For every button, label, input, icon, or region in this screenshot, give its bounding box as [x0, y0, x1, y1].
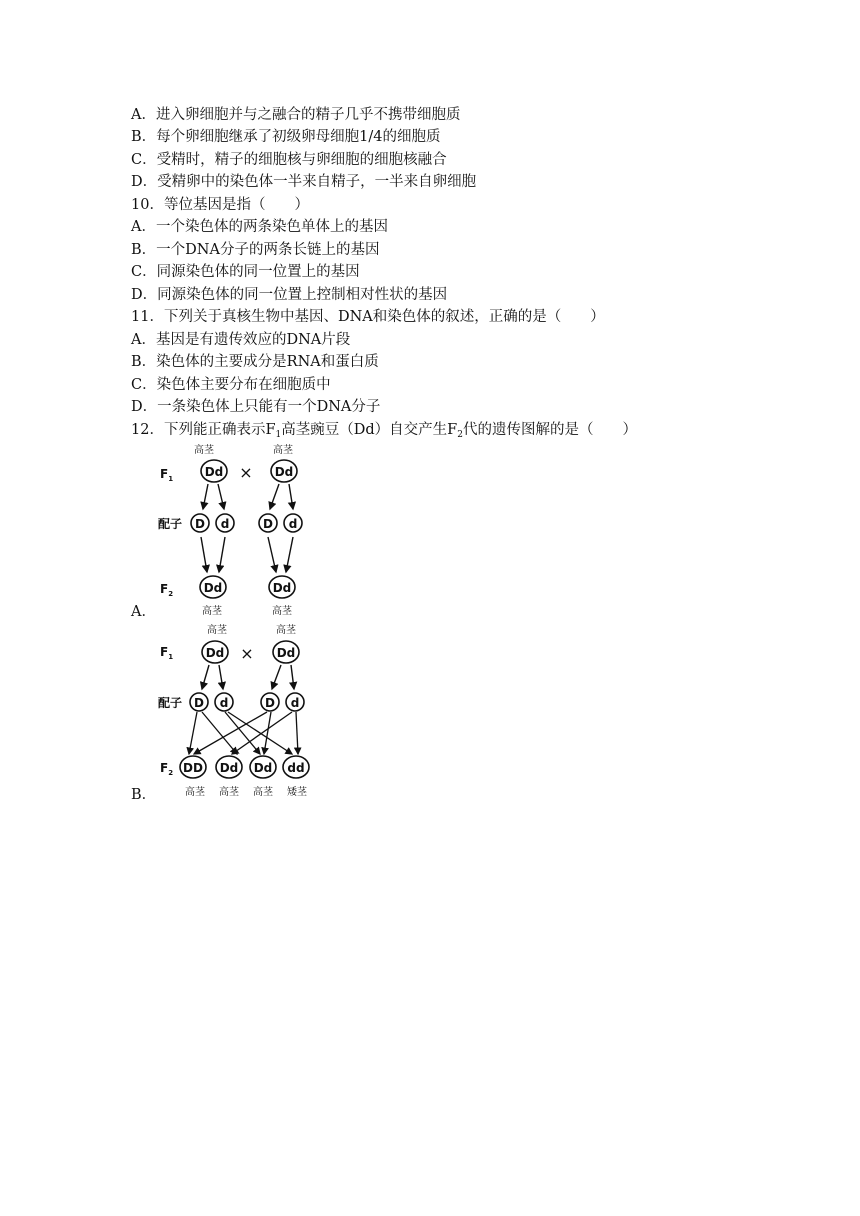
fig-a-tall-left-label: 高茎 — [194, 445, 214, 456]
fig-a-arrow — [270, 484, 279, 509]
fig-b-parent-right — [273, 641, 299, 663]
q10-option-d: D．同源染色体的同一位置上控制相对性状的基因 — [131, 287, 448, 303]
fig-a-arrow — [201, 537, 207, 572]
fig-a-parent-right — [271, 460, 297, 482]
q12-stem-part1: 12．下列能正确表示F — [131, 422, 276, 438]
q9-option-a: A．进入卵细胞并与之融合的精子几乎不携带细胞质 — [131, 107, 461, 123]
fig-b-phenotype-Dd-1: 高茎 — [219, 787, 239, 798]
figure-a-genetic-diagram — [152, 442, 322, 620]
q9-option-d: D．受精卵中的染色体一半来自精子，一半来自卵细胞 — [131, 174, 477, 190]
fig-b-gamete-label: 配子 — [158, 696, 183, 710]
fig-b-tall-right-label: 高茎 — [276, 625, 296, 636]
svg-text:D: D — [194, 696, 204, 710]
fig-a-gamete-D-right — [259, 514, 277, 532]
q12-stem-part3: 代的遗传图解的是（ ） — [462, 422, 637, 438]
fig-b-f2-label: $F_2$ — [160, 761, 174, 777]
fig-b-gamete-d-left — [215, 693, 233, 711]
fig-b-cross-symbol: × — [240, 644, 254, 663]
q12-option-a-label: A． — [131, 604, 156, 620]
fig-b-offspring-DD — [180, 756, 206, 778]
q11-option-c: C．染色体主要分布在细胞质中 — [131, 377, 331, 393]
q11-option-a: A．基因是有遗传效应的DNA片段 — [131, 332, 351, 348]
fig-b-tall-left-label: 高茎 — [207, 625, 227, 636]
q10-stem: 10．等位基因是指（ ） — [131, 197, 309, 213]
fig-a-gamete-d-right — [284, 514, 302, 532]
fig-a-offspring-left — [200, 576, 226, 598]
fig-b-arrow — [219, 665, 223, 689]
q12-stem-part2: 高茎豌豆（Dd）自交产生F — [281, 422, 458, 438]
q10-option-b: B．一个DNA分子的两条长链上的基因 — [131, 242, 380, 258]
svg-text:D: D — [265, 696, 275, 710]
fig-b-phenotype-Dd-2: 高茎 — [253, 787, 273, 798]
svg-text:Dd: Dd — [253, 761, 273, 775]
fig-b-arrow — [264, 712, 271, 754]
fig-a-gamete-label: 配子 — [158, 517, 183, 531]
fig-b-gamete-D-left — [190, 693, 208, 711]
fig-a-cross-symbol: × — [239, 463, 253, 482]
fig-b-parent-left — [202, 641, 228, 663]
fig-b-offspring-Dd-1 — [216, 756, 242, 778]
fig-b-arrow — [291, 665, 294, 689]
fig-a-arrow — [268, 537, 276, 572]
svg-text:Dd: Dd — [276, 646, 296, 660]
figure-b-genetic-diagram — [152, 622, 327, 800]
svg-text:d: d — [290, 696, 300, 710]
fig-b-phenotype-DD: 高茎 — [185, 787, 205, 798]
fig-a-parent-left — [201, 460, 227, 482]
q9-option-c: C．受精时，精子的细胞核与卵细胞的细胞核融合 — [131, 152, 447, 168]
fig-a-arrow — [203, 484, 208, 509]
svg-text:d: d — [219, 696, 229, 710]
fig-b-arrow — [202, 665, 209, 689]
fig-b-arrow — [296, 712, 298, 754]
svg-text:d: d — [220, 517, 230, 531]
svg-text:DD: DD — [183, 761, 203, 775]
fig-b-arrow — [189, 712, 197, 754]
svg-text:Dd: Dd — [274, 465, 294, 479]
svg-text:Dd: Dd — [204, 465, 224, 479]
svg-text:Dd: Dd — [203, 581, 223, 595]
fig-a-arrow — [289, 484, 293, 509]
fig-b-gamete-d-right — [286, 693, 304, 711]
svg-text:d: d — [288, 517, 298, 531]
svg-text:Dd: Dd — [272, 581, 292, 595]
fig-b-phenotype-dd: 矮茎 — [287, 787, 307, 798]
q12-option-b-label: B． — [131, 787, 157, 803]
fig-a-tall-offspring-right: 高茎 — [272, 606, 292, 617]
fig-a-gamete-D-left — [191, 514, 209, 532]
fig-a-f2-label: $F_2$ — [160, 582, 174, 598]
svg-text:dd: dd — [287, 761, 305, 775]
q9-option-b: B．每个卵细胞继承了初级卵母细胞1/4的细胞质 — [131, 129, 441, 145]
fig-a-tall-offspring-left: 高茎 — [202, 606, 222, 617]
q12-stem-sub1: 1 — [275, 430, 282, 440]
svg-text:D: D — [263, 517, 273, 531]
fig-b-arrow — [272, 665, 281, 689]
fig-b-gamete-D-right — [261, 693, 279, 711]
fig-a-offspring-right — [269, 576, 295, 598]
fig-a-arrow — [219, 537, 225, 572]
q11-option-d: D．一条染色体上只能有一个DNA分子 — [131, 399, 381, 415]
fig-a-tall-right-label: 高茎 — [273, 445, 293, 456]
fig-b-offspring-dd — [283, 756, 309, 778]
q11-stem: 11．下列关于真核生物中基因、DNA和染色体的叙述，正确的是（ ） — [131, 309, 605, 325]
q12-stem-sub2: 2 — [457, 430, 463, 440]
fig-a-arrow — [286, 537, 293, 572]
fig-a-f1-label: $F_1$ — [160, 467, 174, 483]
fig-a-gamete-d-left — [216, 514, 234, 532]
q10-option-c: C．同源染色体的同一位置上的基因 — [131, 264, 360, 280]
q11-option-b: B．染色体的主要成分是RNA和蛋白质 — [131, 354, 379, 370]
q10-option-a: A．一个染色体的两条染色单体上的基因 — [131, 219, 388, 235]
svg-text:Dd: Dd — [219, 761, 239, 775]
fig-b-f1-label: $F_1$ — [160, 645, 174, 661]
svg-text:Dd: Dd — [205, 646, 225, 660]
svg-text:D: D — [195, 517, 205, 531]
fig-b-offspring-Dd-2 — [250, 756, 276, 778]
fig-a-arrow — [218, 484, 224, 509]
